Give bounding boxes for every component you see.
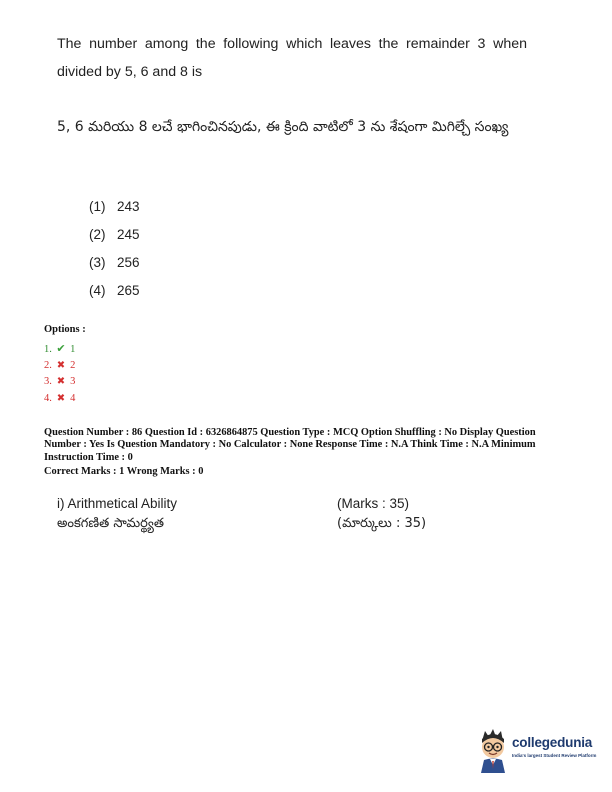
options-block — [44, 324, 86, 407]
check-icon: ✔ — [56, 343, 66, 355]
option-value: 2 — [70, 359, 76, 371]
section-title-english: i) Arithmetical Ability — [57, 496, 178, 511]
option-1 — [44, 341, 86, 358]
option-number: 4. — [44, 392, 52, 404]
question-text-english: The number among the following which leaves the remainder 3 when divided by 5, 6 and 8 is — [57, 36, 527, 80]
section-row-english — [57, 494, 457, 514]
logo-tagline: India's largest Student Review Platform — [512, 753, 597, 758]
collegedunia-logo — [476, 727, 606, 777]
section-header — [57, 494, 457, 534]
option-2 — [44, 358, 86, 375]
option-4 — [44, 391, 86, 408]
section-marks-telugu: (మార్కులు : 35) — [337, 516, 427, 531]
section-row-telugu — [57, 514, 457, 534]
choice-1 — [89, 196, 140, 224]
cross-icon: ✖ — [56, 359, 66, 371]
choice-number: (4) — [89, 283, 106, 298]
choice-2 — [89, 224, 140, 252]
choice-value: 265 — [117, 283, 140, 298]
answer-choices — [89, 196, 140, 308]
choice-value: 256 — [117, 255, 140, 270]
section-title-telugu: అంకగణిత సామర్థ్యత — [57, 516, 165, 531]
choice-value: 243 — [117, 199, 140, 214]
question-metadata: Question Number : 86 Question Id : 6326864875 Question Type : MCQ Option Shuffling : No Display Question Number : Yes Is Question Mandatory : No Calculator : None Response Time : N.A Think Time : N.A Minimum Instruction Time : 0 — [44, 427, 536, 463]
options-title: Options : — [44, 324, 86, 335]
option-value: 1 — [70, 344, 76, 355]
question-text-telugu: 5, 6 మరియు 8 లచే భాగించినపుడు, ఈ క్రింది వాటిలో 3 ను శేషంగా మిగిల్చే సంఖ్య — [57, 119, 509, 135]
choice-value: 245 — [117, 227, 140, 242]
choice-number: (2) — [89, 227, 106, 242]
marks-info: Correct Marks : 1 Wrong Marks : 0 — [44, 466, 204, 477]
logo-name: collegedunia — [512, 735, 593, 750]
option-value: 3 — [70, 376, 76, 387]
student-mascot-icon — [476, 727, 510, 773]
option-number: 3. — [44, 376, 52, 387]
cross-icon: ✖ — [56, 376, 66, 387]
section-marks-english: (Marks : 35) — [337, 496, 410, 511]
choice-4 — [89, 280, 140, 308]
choice-3 — [89, 252, 140, 280]
option-value: 4 — [70, 392, 76, 404]
choice-number: (3) — [89, 255, 106, 270]
option-number: 2. — [44, 359, 52, 371]
option-3 — [44, 374, 86, 391]
option-number: 1. — [44, 344, 52, 355]
cross-icon: ✖ — [56, 392, 66, 404]
choice-number: (1) — [89, 199, 106, 214]
